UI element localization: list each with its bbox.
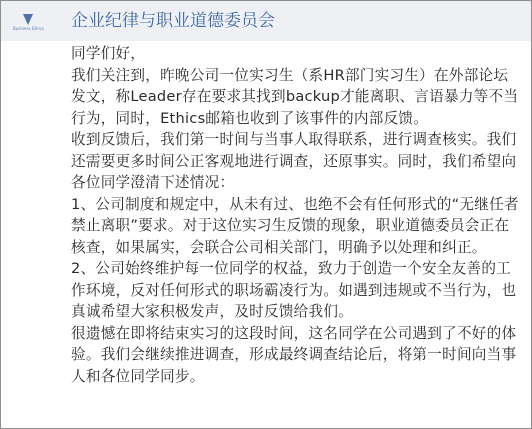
message-header [1,1,531,41]
v-logo-icon [13,13,43,35]
response-paragraph: 收到反馈后，我们第一时间与当事人取得联系，进行调查核实。我们还需要更多时间公正客观地进行调查，还原事实。同时，我们希望向各位同学澄清下述情况： [71,131,517,191]
incident-paragraph: 我们关注到，昨晚公司一位实习生（系HR部门实习生）在外部论坛发文，称Leader存在要求其找到backup才能离职、言语暴力等不当行为，同时，Ethics邮箱也收到了该事件的内部反馈。 [71,66,519,127]
closing-paragraph: 很遗憾在即将结束实习的这段时间，这名同学在公司遇到了不好的体验。我们会继续推进调查，形成最终调查结论后，将第一时间向当事人和各位同学同步。 [71,324,517,385]
logo-text: Business Ethics [13,26,44,31]
message-body [71,43,523,387]
clarification-point-1: 1、公司制度和规定中，从未有过、也绝不会有任何形式的“无继任者禁止离职”要求。对于这位实习生反馈的现象，职业道德委员会正在核查，如果属实，会联合公司相关部门，明确予以处理和纠正。 [71,195,519,256]
committee-title: 企业纪律与职业道德委员会 [71,11,275,31]
greeting-paragraph: 同学们好， [71,45,146,62]
clarification-point-2: 2、公司始终维护每一位同学的权益，致力于创造一个安全友善的工作环境，反对任何形式的职场霸凌行为。如遇到违规或不当行为，也真诚希望大家积极发声，及时反馈给我们。 [71,260,517,320]
